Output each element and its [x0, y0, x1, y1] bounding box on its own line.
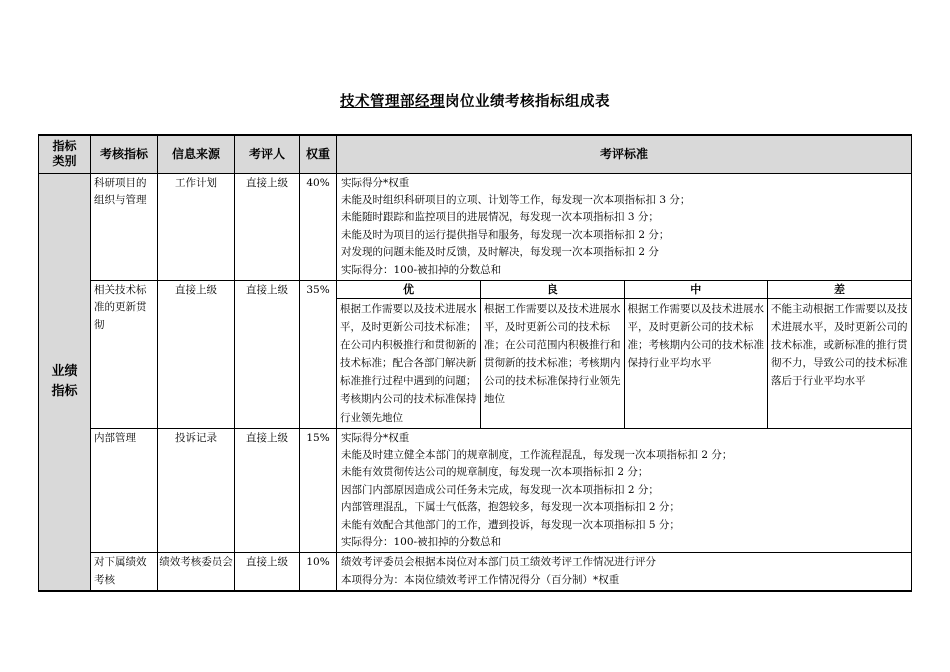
weight-cell: 10%	[300, 553, 337, 591]
table-row	[39, 280, 912, 428]
grade-average-text: 根据工作需要以及技术进展水平，及时更新公司的技术标准；考核期内公司的技术标准保持行业平均水平	[624, 298, 768, 427]
document-title	[0, 90, 950, 111]
criteria-line: 未能及时建立健全本部门的规章制度，工作流程混乱，每发现一次本项指标扣 2 分；	[341, 449, 733, 461]
criteria-line: 未能有效配合其他部门的工作，遭到投诉，每发现一次本项指标扣 5 分；	[341, 518, 680, 531]
header-source: 信息来源	[158, 135, 235, 173]
criteria-line: 实际得分：100-被扣掉的分数总和	[341, 263, 502, 276]
evaluator-cell: 直接上级	[235, 428, 300, 553]
grade-excellent-text: 根据工作需要以及技术进展水平，及时更新公司技术标准；在公司内积极推行和贯彻新的技术标准；配合各部门解决新标准推行过程中遇到的问题；考核期内公司的技术标准保持行业领先地位	[337, 298, 481, 427]
criteria-line: 实际得分*权重	[341, 431, 410, 444]
evaluator-cell: 直接上级	[235, 280, 300, 428]
criteria-line: 内部管理混乱，下属士气低落，抱怨较多，每发现一次本项指标扣 2 分；	[341, 501, 680, 514]
title-rest: 岗位业绩考核指标组成表	[445, 94, 610, 110]
weight-cell: 15%	[300, 428, 337, 553]
criteria-line: 实际得分：100-被扣掉的分数总和	[341, 536, 502, 549]
source-cell: 工作计划	[158, 173, 235, 280]
evaluator-cell: 直接上级	[235, 173, 300, 280]
table-header-row	[39, 135, 912, 173]
criteria-line: 实际得分*权重	[341, 176, 410, 189]
criteria-line: 未能及时为项目的运行提供指导和服务，每发现一次本项指标扣 2 分；	[341, 228, 670, 241]
category-cell: 业绩 指标	[39, 173, 91, 591]
criteria-line: 未能有效贯彻传达公司的规章制度，每发现一次本项指标扣 2 分；	[341, 466, 649, 479]
indicator-cell: 对下属绩效考核	[91, 553, 158, 591]
indicator-cell: 相关技术标准的更新贯彻	[91, 280, 158, 428]
criteria-line: 对发现的问题未能及时反馈，及时解决，每发现一次本项指标扣 2 分	[341, 246, 659, 259]
indicator-cell: 内部管理	[91, 428, 158, 553]
source-cell: 绩效考核委员会	[158, 553, 235, 591]
criteria-line: 未能随时跟踪和监控项目的进展情况，每发现一次本项指标扣 3 分；	[341, 211, 659, 224]
grade-text-row	[337, 298, 911, 427]
grade-table	[337, 281, 911, 428]
criteria-line: 本项得分为：本岗位绩效考评工作情况得分（百分制）*权重	[341, 573, 620, 586]
header-weight: 权重	[300, 135, 337, 173]
grade-header-row	[337, 281, 911, 299]
criteria-line: 因部门内部原因造成公司任务未完成，每发现一次本项指标扣 2 分；	[341, 483, 659, 496]
source-cell: 直接上级	[158, 280, 235, 428]
table-row	[39, 173, 912, 280]
kpi-table	[38, 134, 912, 592]
table-row	[39, 553, 912, 591]
evaluator-cell: 直接上级	[235, 553, 300, 591]
weight-cell: 35%	[300, 280, 337, 428]
source-cell: 投诉记录	[158, 428, 235, 553]
grade-poor: 差	[768, 281, 912, 299]
grade-poor-text: 不能主动根据工作需要以及技术进展水平，及时更新公司的技术标准，或新标准的推行贯彻不力，导致公司的技术标准落后于行业平均水平	[771, 302, 908, 388]
criteria-cell	[337, 173, 912, 280]
criteria-cell	[337, 428, 912, 553]
header-evaluator: 考评人	[235, 135, 300, 173]
criteria-line: 绩效考评委员会根据本岗位对本部门员工绩效考评工作情况进行评分	[341, 556, 656, 569]
grade-excellent: 优	[337, 281, 481, 299]
header-indicator: 考核指标	[91, 135, 158, 173]
title-department: 技术管理部经理	[340, 94, 445, 110]
grade-good: 良	[481, 281, 625, 299]
grade-average: 中	[624, 281, 768, 299]
header-category: 指标 类别	[39, 135, 91, 173]
weight-cell: 40%	[300, 173, 337, 280]
indicator-cell: 科研项目的组织与管理	[91, 173, 158, 280]
grade-criteria-cell	[337, 280, 912, 428]
table-row	[39, 428, 912, 553]
criteria-line: 未能及时组织科研项目的立项、计划等工作，每发现一次本项指标扣 3 分；	[341, 193, 691, 206]
header-criteria: 考评标准	[337, 135, 912, 173]
criteria-cell	[337, 553, 912, 591]
grade-good-text: 根据工作需要以及技术进展水平，及时更新公司的技术标准；在公司范围内积极推行和贯彻新的技术标准；考核期内公司的技术标准保持行业领先地位	[481, 298, 625, 427]
